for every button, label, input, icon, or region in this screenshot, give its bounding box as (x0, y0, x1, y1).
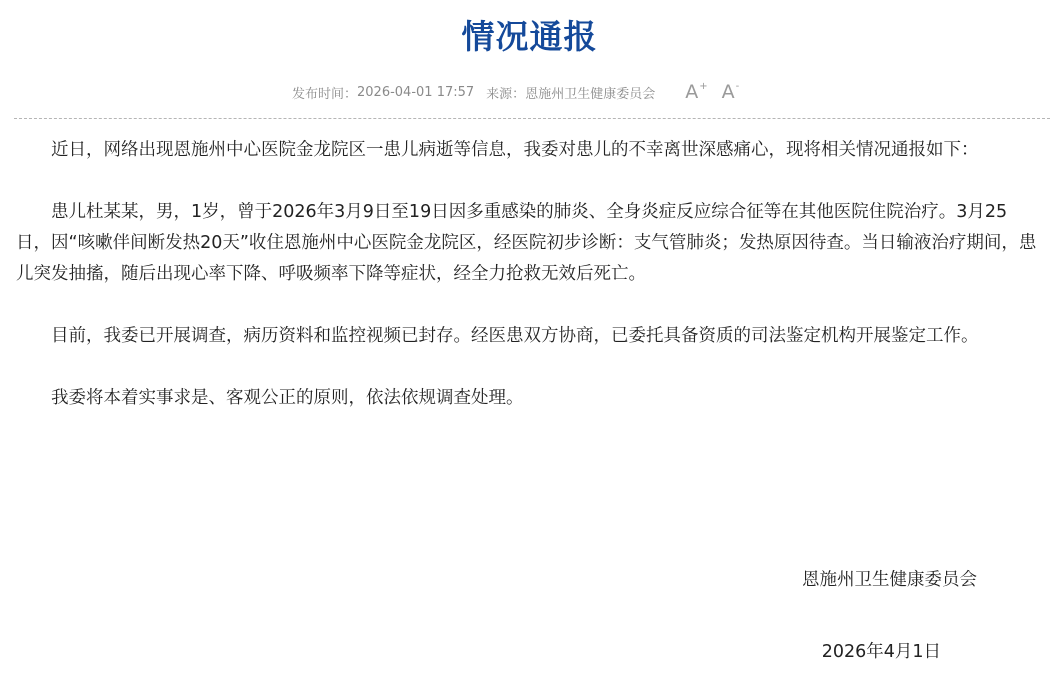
paragraph: 我委将本着实事求是、客观公正的原则，依法依规调查处理。 (51, 388, 524, 408)
article-meta (292, 80, 739, 104)
publish-time: 2026-04-01 17:57 (357, 84, 475, 100)
paragraph: 目前，我委已开展调查，病历资料和监控视频已封存。经医患双方协商，已委托具备资质的司法鉴定机构开展鉴定工作。 (51, 326, 979, 346)
header-divider (14, 118, 1050, 119)
font-decrease-sup: - (735, 81, 740, 92)
page-title: 情况通报 (461, 17, 598, 56)
article-body (16, 135, 1042, 445)
paragraph: 患儿杜某某，男，1岁，曾于2026年3月9日至19日因多重感染的肺炎、全身炎症反应综合征等在其他医院住院治疗。3月25日，因“咳嗽伴间断发热20天”收住恩施州中心医院金龙院区，经医院初步诊断：支气管肺炎；发热原因待查。当日输液治疗期间，患儿突发抽搐，随后出现心率下降、呼吸频率下降等症状，经全力抢救无效后死亡。 (16, 202, 1037, 284)
font-decrease-button[interactable] (722, 82, 740, 102)
paragraph: 近日，网络出现恩施州中心医院金龙院区一患儿病逝等信息，我委对患儿的不幸离世深感痛心，现将相关情况通报如下： (51, 140, 979, 160)
source-label: 来源： (486, 86, 526, 102)
publish-time-label: 发布时间： (292, 86, 358, 102)
font-decrease-icon: A (721, 81, 735, 103)
source-name: 恩施州卫生健康委员会 (525, 86, 656, 102)
signature: 恩施州卫生健康委员会 (802, 570, 977, 590)
issue-date: 2026年4月1日 (821, 642, 941, 662)
font-increase-icon: A (685, 81, 699, 103)
font-increase-button[interactable] (685, 82, 707, 102)
font-increase-sup: + (699, 81, 708, 92)
